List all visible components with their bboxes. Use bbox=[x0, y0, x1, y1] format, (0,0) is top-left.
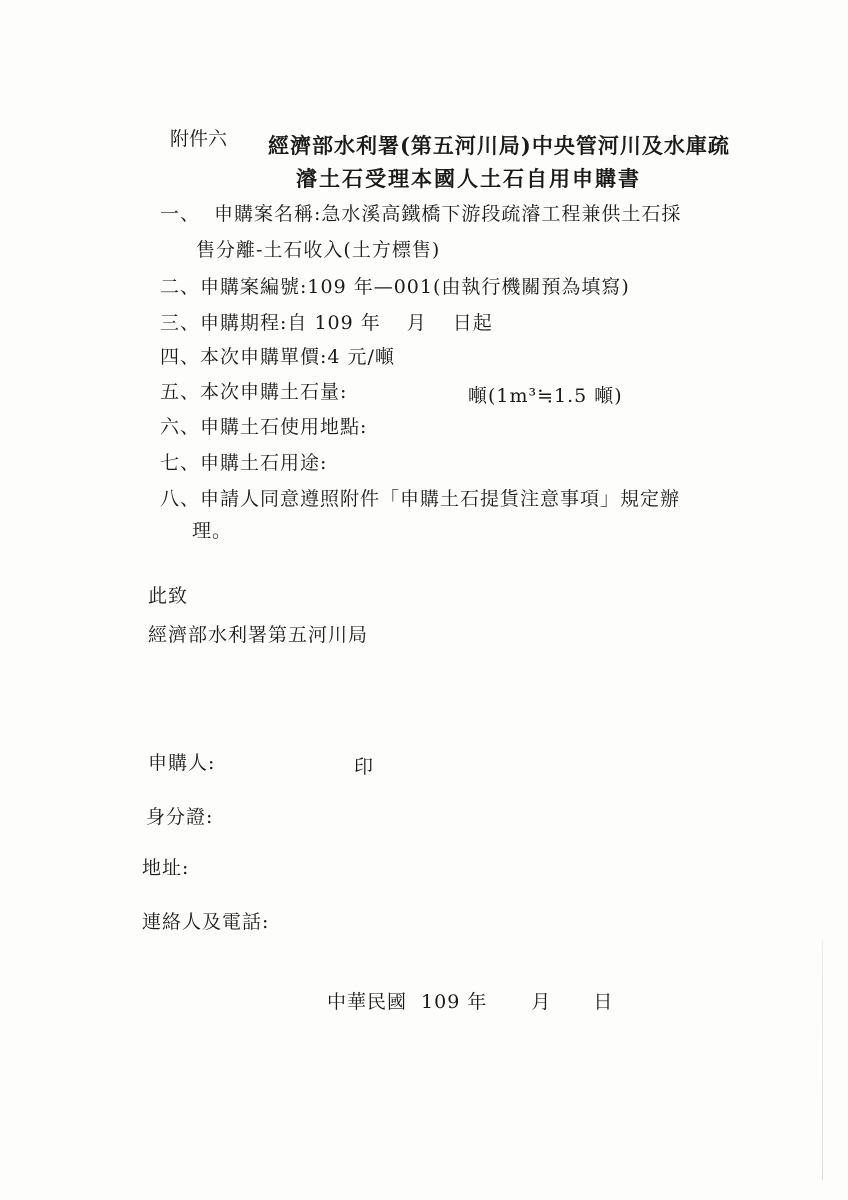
item-number: 八、 bbox=[160, 488, 201, 510]
date-year: 109 年 bbox=[421, 991, 488, 1013]
recipient: 經濟部水利署第五河川局 bbox=[148, 624, 369, 646]
item-8 bbox=[160, 484, 680, 511]
item-5-unit: 噸(1m³≒1.5 噸) bbox=[468, 385, 623, 407]
item-5 bbox=[160, 377, 347, 404]
item-text: 本次申購單價:4 元/噸 bbox=[200, 346, 395, 368]
date-month: 月 bbox=[531, 991, 552, 1013]
item-2 bbox=[160, 272, 630, 299]
item-text: 申購期程:自 109 年 bbox=[200, 312, 381, 334]
item-number: 四、 bbox=[160, 346, 201, 368]
seal-mark: 印 bbox=[354, 756, 375, 778]
item-number: 三、 bbox=[160, 312, 201, 334]
item-6 bbox=[160, 412, 367, 439]
item-3 bbox=[160, 308, 493, 335]
item-3-day: 日起 bbox=[452, 312, 493, 334]
contact-phone-label: 連絡人及電話: bbox=[142, 911, 270, 933]
item-text: 申購案名稱:急水溪高鐵橋下游段疏濬工程兼供土石採 bbox=[214, 203, 682, 225]
date-era: 中華民國 bbox=[327, 991, 408, 1013]
item-text: 申購土石使用地點: bbox=[200, 416, 368, 438]
item-8-continuation: 理。 bbox=[192, 520, 233, 542]
document-title-line1: 經濟部水利署(第五河川局)中央管河川及水庫疏 bbox=[268, 133, 730, 158]
applicant-name-label: 申購人: bbox=[148, 752, 216, 774]
salutation: 此致 bbox=[148, 585, 189, 607]
item-text: 申請人同意遵照附件「申購土石提貨注意事項」規定辦 bbox=[200, 488, 681, 510]
item-3-month: 月 bbox=[406, 312, 427, 334]
item-4 bbox=[160, 342, 395, 369]
item-1 bbox=[160, 199, 681, 226]
scan-edge-shadow bbox=[822, 940, 823, 1180]
item-number: 七、 bbox=[160, 452, 201, 474]
document-title-line2: 濬土石受理本國人土石自用申購書 bbox=[296, 166, 641, 191]
item-1-continuation: 售分離-土石收入(土方標售) bbox=[196, 239, 441, 261]
item-text: 本次申購土石量: bbox=[200, 381, 348, 403]
item-text: 申購土石用途: bbox=[200, 452, 328, 474]
item-7 bbox=[160, 448, 327, 475]
address-label: 地址: bbox=[142, 857, 190, 879]
date-day: 日 bbox=[593, 991, 614, 1013]
item-number: 一、 bbox=[160, 203, 201, 225]
item-number: 五、 bbox=[160, 381, 201, 403]
item-number: 二、 bbox=[160, 276, 201, 298]
attachment-label: 附件六 bbox=[170, 128, 228, 150]
item-text: 申購案編號:109 年—001(由執行機關預為填寫) bbox=[200, 276, 630, 298]
item-number: 六、 bbox=[160, 416, 201, 438]
date-line bbox=[327, 987, 613, 1014]
id-number-label: 身分證: bbox=[146, 806, 214, 828]
